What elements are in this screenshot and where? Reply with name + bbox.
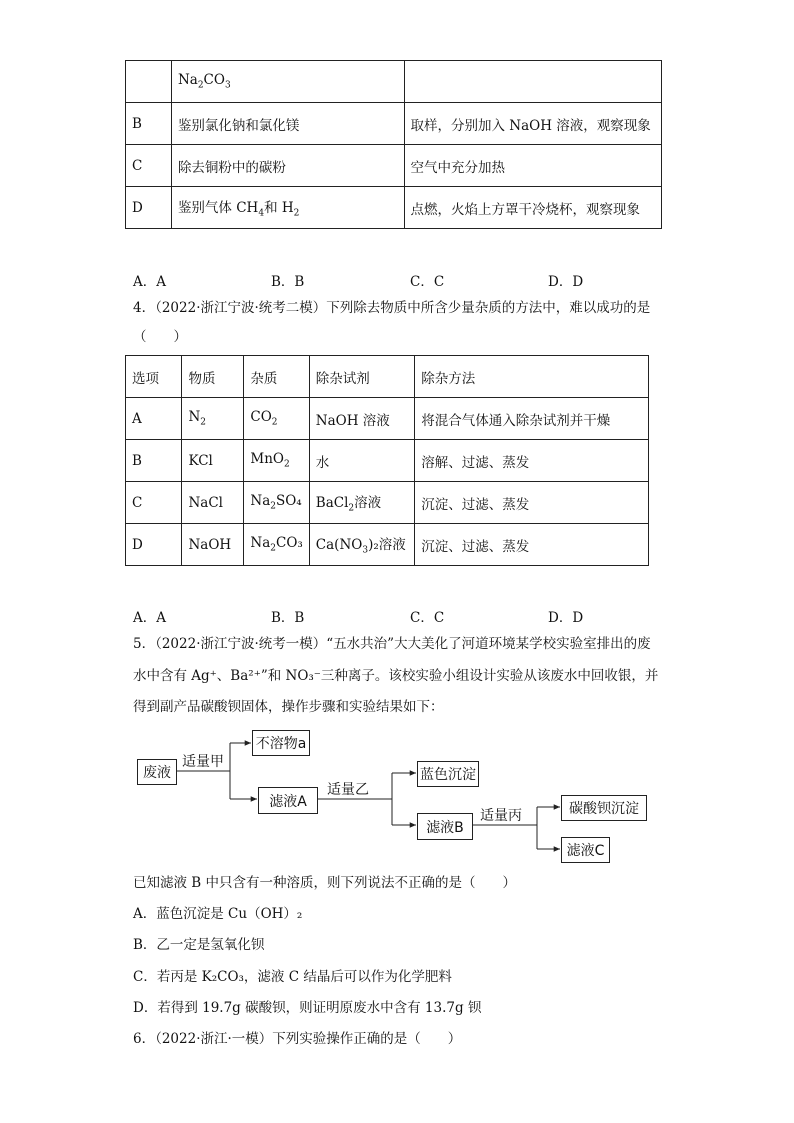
q5-stem-line-3: 得到副产品碳酸钡固体，操作步骤和实验结果如下： xyxy=(133,699,444,715)
baco3-precipitate-box: 碳酸钡沉淀 xyxy=(561,795,647,821)
substance-cell: $N_2$ xyxy=(182,398,244,440)
q5-option-d: D．若得到 19.7g 碳酸钡，则证明原废水中含有 13.7g 钡 xyxy=(133,1000,482,1016)
q4-option-c: C．C xyxy=(410,610,445,626)
method-cell: 空气中充分加热 xyxy=(404,145,662,187)
impurity-cell: MnO$_2$ xyxy=(244,440,309,482)
header-cell: 除杂试剂 xyxy=(309,356,414,398)
method-cell: 溶解、过滤、蒸发 xyxy=(415,440,649,482)
q4-option-d: D．D xyxy=(548,610,584,626)
impurity-cell: $CO_2$ xyxy=(244,398,309,440)
method-cell: 点燃，火焰上方罩干冷烧杯，观察现象 xyxy=(404,187,662,229)
method-cell: 沉淀、过滤、蒸发 xyxy=(415,524,649,566)
purpose-cell: 除去铜粉中的碳粉 xyxy=(171,145,404,187)
method-cell: 取样，分别加入 NaOH 溶液，观察现象 xyxy=(404,103,662,145)
reagent-cell: 水 xyxy=(309,440,414,482)
impurity-cell: $Na_2SO_4$ xyxy=(244,482,309,524)
method-cell: 将混合气体通入除杂试剂并干燥 xyxy=(415,398,649,440)
option-cell: A xyxy=(126,398,182,440)
reagent-bing-label: 适量丙 xyxy=(480,808,522,824)
filtrate-c-box: 滤液C xyxy=(561,837,610,863)
impurity-cell: $Na_2CO_3$ xyxy=(244,524,309,566)
header-cell: 选项 xyxy=(126,356,182,398)
waste-liquid-box: 废液 xyxy=(137,759,177,785)
q5-option-c: C．若丙是 K₂CO₃，滤液 C 结晶后可以作为化学肥料 xyxy=(133,969,452,985)
insoluble-a-box: 不溶物a xyxy=(252,730,310,756)
header-cell: 物质 xyxy=(182,356,244,398)
option-cell: C xyxy=(126,145,172,187)
purpose-cell: 鉴别氯化钠和氯化镁 xyxy=(171,103,404,145)
q3-option-b: B．B xyxy=(271,274,305,290)
option-cell: D xyxy=(126,524,182,566)
q5-stem-line-2: 水中含有 Ag⁺、Ba²⁺”和 NO₃⁻三种离子。该校实验小组设计实验从该废水中回收银，并 xyxy=(133,668,659,684)
substance-cell: KCl xyxy=(182,440,244,482)
q6-stem: 6．（2022·浙江·一模）下列实验操作正确的是（ ） xyxy=(133,1031,462,1047)
option-cell: D xyxy=(126,187,172,229)
header-cell: 除杂方法 xyxy=(415,356,649,398)
q5-stem-line-1: 5．（2022·浙江宁波·统考一模）“五水共治”大大美化了河道环境某学校实验室排出的废 xyxy=(133,636,651,652)
q4-stem: 4．（2022·浙江宁波·统考二模）下列除去物质中所含少量杂质的方法中，难以成功的是 xyxy=(133,300,651,316)
header-cell: 杂质 xyxy=(244,356,309,398)
filtrate-a-box: 滤液A xyxy=(258,787,318,814)
reagent-cell: NaOH 溶液 xyxy=(309,398,414,440)
q5-option-b: B．乙一定是氢氧化钡 xyxy=(133,937,265,953)
reagent-jia-label: 适量甲 xyxy=(182,754,224,770)
q4-paren: （ ） xyxy=(133,329,187,345)
q3-option-a: A．A xyxy=(133,274,166,290)
substance-cell: NaOH xyxy=(182,524,244,566)
purpose-cell: $Na_2CO_3$ xyxy=(171,61,404,103)
q3-option-d: D．D xyxy=(548,274,584,290)
reagent-cell: BaCl$_2$溶液 xyxy=(309,482,414,524)
q3-option-c: C．C xyxy=(410,274,445,290)
option-cell: B xyxy=(126,103,172,145)
reagent-yi-label: 适量乙 xyxy=(327,782,369,798)
q4-option-b: B．B xyxy=(271,610,305,626)
method-cell: 沉淀、过滤、蒸发 xyxy=(415,482,649,524)
q5-question: 已知滤液 B 中只含有一种溶质，则下列说法不正确的是（ ） xyxy=(133,875,517,891)
option-cell: C xyxy=(126,482,182,524)
option-cell: B xyxy=(126,440,182,482)
blue-precipitate-box: 蓝色沉淀 xyxy=(417,761,479,787)
substance-cell: NaCl xyxy=(182,482,244,524)
reagent-cell: $Ca(NO_3)_2$溶液 xyxy=(309,524,414,566)
q5-option-a: A．蓝色沉淀是 Cu（OH）₂ xyxy=(133,906,303,922)
purpose-cell: 鉴别气体 $CH_4$和 $H_2$ xyxy=(171,187,404,229)
q4-option-a: A．A xyxy=(133,610,166,626)
filtrate-b-box: 滤液B xyxy=(417,813,473,840)
